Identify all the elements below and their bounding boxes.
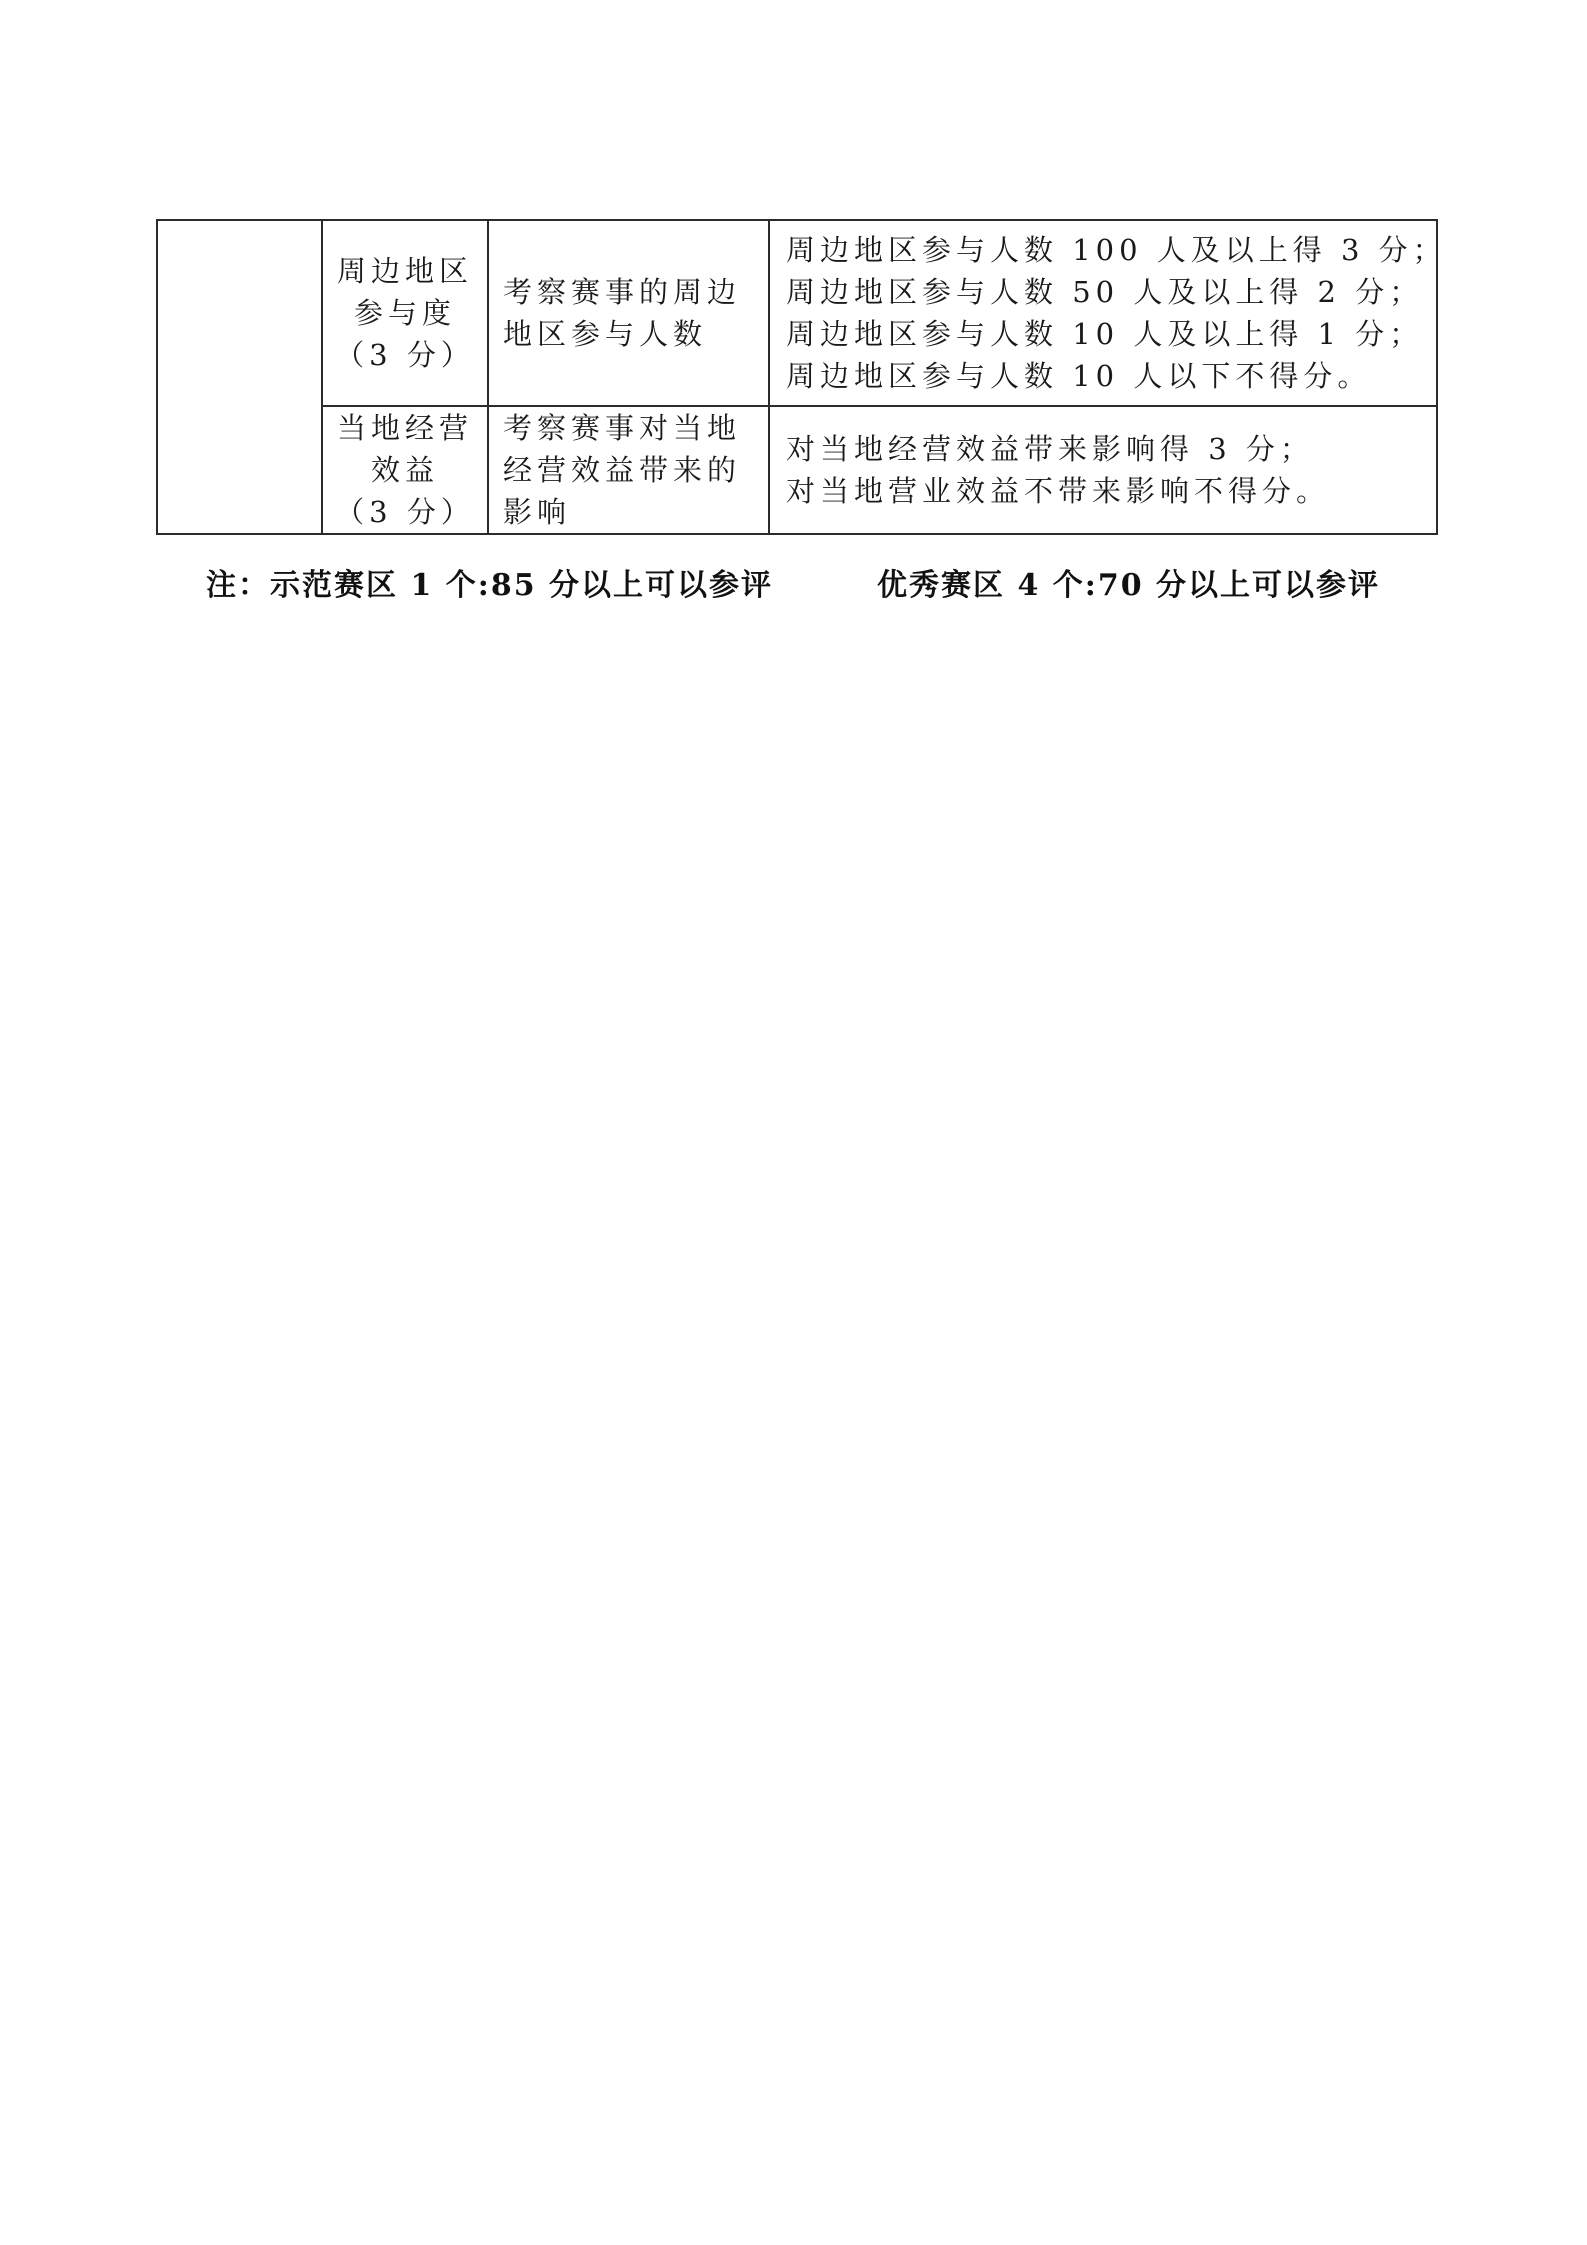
item-cell [322, 406, 488, 534]
table-row [157, 220, 1437, 406]
item-label-line: 效益 [370, 453, 439, 487]
description-line: 影响 [503, 495, 572, 529]
description-line: 考察赛事对当地 [503, 411, 742, 445]
criteria-line: 周边地区参与人数 10 人以下不得分。 [786, 359, 1372, 393]
description-line: 地区参与人数 [503, 317, 708, 351]
description-line: 考察赛事的周边 [503, 275, 742, 309]
description-cell [488, 406, 769, 534]
criteria-cell [769, 406, 1437, 534]
item-label-line: 当地经营 [336, 411, 473, 445]
footnote-demo-zone: 注：示范赛区 1 个:85 分以上可以参评 [206, 568, 774, 603]
criteria-line: 周边地区参与人数 100 人及以上得 3 分； [786, 233, 1447, 267]
criteria-line: 周边地区参与人数 10 人及以上得 1 分； [786, 317, 1424, 351]
table-row [157, 406, 1437, 534]
category-cell [157, 220, 322, 534]
footnote [206, 560, 1386, 604]
criteria-line: 对当地营业效益不带来影响不得分。 [786, 474, 1331, 508]
description-cell [488, 220, 769, 406]
item-label-line: 周边地区 [336, 254, 473, 288]
footnote-excellent-zone: 优秀赛区 4 个:70 分以上可以参评 [877, 568, 1381, 603]
item-cell [322, 220, 488, 406]
item-label-line: 参与度 [353, 296, 456, 330]
scoring-criteria-table [156, 219, 1447, 535]
criteria-line: 周边地区参与人数 50 人及以上得 2 分； [786, 275, 1424, 309]
description-line: 经营效益带来的 [503, 453, 742, 487]
criteria-cell [769, 220, 1447, 406]
item-score-line: （3 分） [335, 338, 475, 372]
item-score-line: （3 分） [335, 495, 475, 529]
criteria-line: 对当地经营效益带来影响得 3 分； [786, 432, 1314, 466]
